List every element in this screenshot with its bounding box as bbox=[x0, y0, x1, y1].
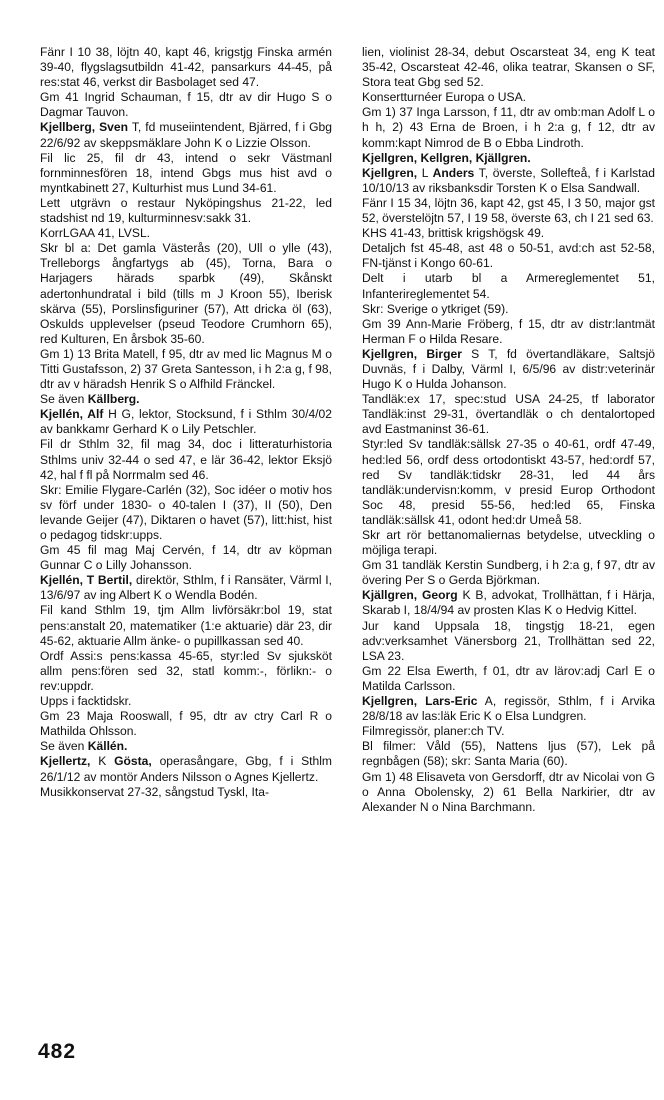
entry-text: Fänr I 15 34, löjtn 36, kapt 42, gst 45, I 3 50, major gst 52, överstelöjtn 57, I 19 58, överste 63, ch I 21 sed 63. bbox=[362, 195, 655, 226]
entry-text: Fänr I 10 38, löjtn 40, kapt 46, krigstjg Finska armén 39-40, flygslagsutbildn 41-42, pansarkurs 44-45, på res:stat 46, verkst dir Basbolaget sed 47. bbox=[40, 45, 332, 90]
see-also-reference: Källberg. bbox=[87, 392, 140, 407]
entry-paragraph bbox=[40, 543, 332, 573]
entry-name: Kjällgren, Georg bbox=[362, 588, 458, 603]
entry-paragraph bbox=[40, 573, 332, 603]
entry-paragraph bbox=[362, 694, 655, 724]
entry-paragraph bbox=[362, 558, 655, 588]
entry-paragraph bbox=[40, 437, 332, 482]
entry-paragraph bbox=[40, 649, 332, 694]
entry-name: Kjellén, Alf bbox=[40, 407, 104, 422]
left-column bbox=[40, 45, 332, 800]
entry-name: Kjellgren, Lars-Eric bbox=[362, 694, 478, 709]
entry-paragraph bbox=[362, 724, 655, 739]
entry-paragraph bbox=[40, 45, 332, 90]
entry-text: Skr bl a: Det gamla Västerås (20), Ull o ylle (43), Trelleborgs ångfartygs ab (45), Torna, Bara o Harjagers härads sparbk (49), Skånskt adertonhundratal i bild (tills m J Kroon 55), Iberisk skärva (55), Porslinsfiguriner (57), Att dricka öl (63), Oskulds upplevelser (pseud Teodore Crumhorn 65), red Kulturen, En årsbok 35-60. bbox=[40, 241, 332, 346]
entry-text: Gm 41 Ingrid Schauman, f 15, dtr av dir Hugo S o Dagmar Tauvon. bbox=[40, 90, 332, 120]
entry-text: K bbox=[90, 754, 115, 769]
entry-text: Skr: Sverige o ytkriget (59). bbox=[362, 301, 509, 316]
entry-paragraph bbox=[362, 528, 655, 558]
entry-text: Gm 1) 13 Brita Matell, f 95, dtr av med lic Magnus M o Titti Gustafsson, 2) 37 Greta Santesson, i h 2:a g, f 98, dtr av v häradsh Henrik S o Alfhild Fränckel. bbox=[40, 346, 332, 392]
entry-paragraph bbox=[40, 483, 332, 543]
entry-paragraph bbox=[362, 241, 655, 271]
entry-name: Kjellberg, Sven bbox=[40, 120, 129, 135]
entry-text: T, fd museiintendent, Bjärred, f i Gbg 22/6/92 av skeppsmäklare John K o Lizzie Olsson. bbox=[40, 120, 332, 150]
entry-text: K B, advokat, Trollhättan, f i Härja, Skarab I, 18/4/94 av prosten Klas K o Hedvig Kittel. bbox=[362, 588, 655, 618]
entry-paragraph bbox=[40, 392, 332, 407]
entry-text: Se även bbox=[40, 392, 88, 407]
entry-text: operasångare, Gbg, f i Sthlm 26/1/12 av montör Anders Nilsson o Agnes Kjellertz. bbox=[40, 754, 332, 784]
entry-text: Gm 45 fil mag Maj Cervén, f 14, dtr av köpman Gunnar C o Lilly Johansson. bbox=[40, 543, 332, 573]
entry-text: direktör, Sthlm, f i Ransäter, Värml I, 13/6/97 av ing Albert K o Wendla Bodén. bbox=[40, 573, 332, 603]
entry-text: Konsertturnéer Europa o USA. bbox=[362, 90, 527, 105]
entry-given-name: Anders bbox=[432, 165, 475, 180]
entry-paragraph bbox=[40, 694, 332, 709]
entry-paragraph bbox=[362, 302, 655, 317]
entry-text: Lett utgrävn o restaur Nyköpingshus 21-22, led stadshist nd 19, kulturminnesv:sakk 31. bbox=[40, 195, 332, 226]
entry-text: H G, lektor, Stocksund, f i Sthlm 30/4/02 av bankkamr Gerhard K o Lily Petschler. bbox=[40, 407, 332, 437]
entry-paragraph bbox=[40, 754, 332, 784]
entry-name: Kjellgren, bbox=[362, 165, 418, 180]
entry-text: A, regissör, Sthlm, f i Arvika 28/8/18 av las:läk Eric K o Elsa Lundgren. bbox=[362, 694, 655, 724]
entry-paragraph bbox=[40, 603, 332, 648]
entry-name: Kjellén, T Bertil, bbox=[40, 573, 133, 588]
page-number: 482 bbox=[38, 1040, 77, 1063]
entry-text: Detaljch fst 45-48, ast 48 o 50-51, avd:ch ast 52-58, FN-tjänst i Kongo 60-61. bbox=[362, 241, 655, 271]
entry-paragraph bbox=[40, 407, 332, 437]
entry-paragraph bbox=[40, 196, 332, 226]
entry-paragraph bbox=[40, 785, 332, 800]
entry-paragraph bbox=[362, 105, 655, 150]
entry-text: Skr: Emilie Flygare-Carlén (32), Soc idéer o motiv hos sv förf under 1830- o 40-talen I (37), II (50), Den levande Geijer (47), Diktaren o havet (57), litt:hist, hist o pedagog tidskr:upps. bbox=[40, 482, 332, 542]
entry-text: Delt i utarb bl a Armereglementet 51, Infanterireglementet 54. bbox=[362, 271, 655, 301]
entry-text: Gm 39 Ann-Marie Fröberg, f 15, dtr av distr:lantmät Herman F o Hilda Resare. bbox=[362, 316, 655, 346]
entry-text: Styr:led Sv tandläk:sällsk 27-35 o 40-61, ordf 47-49, hed:led 56, ordf dess ortodontiskt 43-57, hed:ordf 57, red Sv tandläk:tidskr 28-31, led 44 års tandläk:undervisn:komm, v presid Europ Orthodont Soc 48, presid 55-56, hed:led 65, Finska tandläk:sällsk 41, odont hed:dr Umeå 58. bbox=[362, 437, 655, 527]
entry-paragraph bbox=[40, 347, 332, 392]
entry-paragraph bbox=[362, 437, 655, 528]
entry-paragraph bbox=[362, 226, 655, 241]
entry-paragraph bbox=[362, 392, 655, 437]
entry-text: Ordf Assi:s pens:kassa 45-65, styr:led Sv sjuksköt allm pens:fören sed 32, statl komm:-, förlikn:- o rev:uppdr. bbox=[40, 648, 332, 693]
entry-name: Kjellertz, bbox=[40, 754, 91, 769]
entry-text: KorrLGAA 41, LVSL. bbox=[40, 226, 151, 241]
entry-text: KHS 41-43, brittisk krigshögsk 49. bbox=[362, 226, 545, 241]
entry-text: Fil lic 25, fil dr 43, intend o sekr Västmanl fornminnesfören 18, intend Gbgs mus hist avd o myntkabinett 27, Kulturhist mus Lund 34-61. bbox=[40, 150, 332, 195]
right-column bbox=[362, 45, 655, 815]
entry-paragraph bbox=[362, 739, 655, 769]
entry-paragraph bbox=[40, 120, 332, 150]
entry-text: lien, violinist 28-34, debut Oscarsteat 34, eng K teat 35-42, Oscarsteat 42-46, olika teatrar, Skansen o SF, Stora teat Gbg sed 52. bbox=[362, 45, 655, 90]
entry-given-name: Gösta, bbox=[114, 754, 152, 769]
entry-paragraph bbox=[362, 619, 655, 664]
entry-text: Fil dr Sthlm 32, fil mag 34, doc i litteraturhistoria Sthlms univ 32-44 o sed 47, e lär 36-42, lektor Eksjö 42, hal f fl på Norrmalm sed 46. bbox=[40, 437, 332, 482]
entry-paragraph bbox=[362, 664, 655, 694]
entry-text: Fil kand Sthlm 19, tjm Allm livförsäkr:bol 19, stat pens:anstalt 20, matematiker (1:e aktuarie) där 23, dir 45-62, aktuarie Allm änke- o pupillkassan sed 40. bbox=[40, 603, 332, 648]
entry-paragraph bbox=[362, 588, 655, 618]
entry-text: Gm 22 Elsa Ewerth, f 01, dtr av lärov:adj Carl E o Matilda Carlsson. bbox=[362, 663, 655, 693]
entry-text: Se även bbox=[40, 739, 88, 754]
entry-name: Kjellgren, Birger bbox=[362, 346, 462, 361]
entry-paragraph bbox=[40, 241, 332, 347]
entry-text: Gm 31 tandläk Kerstin Sundberg, i h 2:a g, f 97, dtr av övering Per S o Gerda Björkman. bbox=[362, 558, 655, 588]
entry-text: Tandläk:ex 17, spec:stud USA 24-25, tf laborator Tandläk:inst 29-31, övertandläk o ch dentalortoped avd Eastmaninst 36-61. bbox=[362, 392, 655, 437]
entry-text: T, överste, Sollefteå, f i Karlstad 10/10/13 av riksbanksdir Torsten K o Elsa Sandwall. bbox=[362, 165, 655, 195]
entry-paragraph bbox=[40, 226, 332, 241]
entry-text: L bbox=[417, 165, 433, 180]
entry-paragraph bbox=[362, 151, 655, 166]
entry-paragraph bbox=[40, 90, 332, 120]
entry-text: Gm 1) 37 Inga Larsson, f 11, dtr av omb:man Adolf L o h h, 2) 43 Erna de Broen, i h 2:a g, f 12, dtr av komm:kapt Nimrod de B o Ebba Lindroth. bbox=[362, 105, 655, 150]
entry-paragraph bbox=[362, 90, 655, 105]
entry-text: Filmregissör, planer:ch TV. bbox=[362, 724, 505, 739]
entry-text: Upps i facktidskr. bbox=[40, 694, 132, 709]
entry-paragraph bbox=[362, 271, 655, 301]
entry-text: Bl filmer: Våld (55), Nattens ljus (57), Lek på regnbågen (58); skr: Santa Maria (60). bbox=[362, 739, 655, 769]
entry-paragraph bbox=[362, 317, 655, 347]
entry-text: Gm 1) 48 Elisaveta von Gersdorff, dtr av Nicolai von G o Anna Obolensky, 2) 61 Bella Narkirier, dtr av Alexander N o Nina Barchmann. bbox=[362, 769, 655, 814]
entry-text: Jur kand Uppsala 18, tingstjg 18-21, egen adv:verksamhet Vänersborg 21, Trollhättan sed 22, LSA 23. bbox=[362, 618, 655, 663]
entry-text: Skr art rör bettanomaliernas betydelse, utveckling o möjliga terapi. bbox=[362, 528, 655, 558]
entry-paragraph bbox=[362, 45, 655, 90]
see-also-reference: Källén. bbox=[87, 739, 128, 754]
entry-paragraph bbox=[40, 709, 332, 739]
entry-paragraph bbox=[362, 770, 655, 815]
entry-text: Gm 23 Maja Rooswall, f 95, dtr av ctry Carl R o Mathilda Ohlsson. bbox=[40, 709, 332, 739]
entry-name: Kjellgren, Kellgren, Kjällgren. bbox=[362, 150, 531, 165]
entry-paragraph bbox=[362, 347, 655, 392]
entry-paragraph bbox=[40, 739, 332, 754]
entry-paragraph bbox=[362, 166, 655, 196]
entry-paragraph bbox=[40, 151, 332, 196]
entry-text: S T, fd övertandläkare, Saltsjö Duvnäs, f i Dalby, Värml I, 6/5/96 av distr:veterinär Hugo K o Hulda Johanson. bbox=[362, 346, 655, 392]
entry-text: Musikkonservat 27-32, sångstud Tyskl, Ita- bbox=[40, 784, 269, 799]
entry-paragraph bbox=[362, 196, 655, 226]
